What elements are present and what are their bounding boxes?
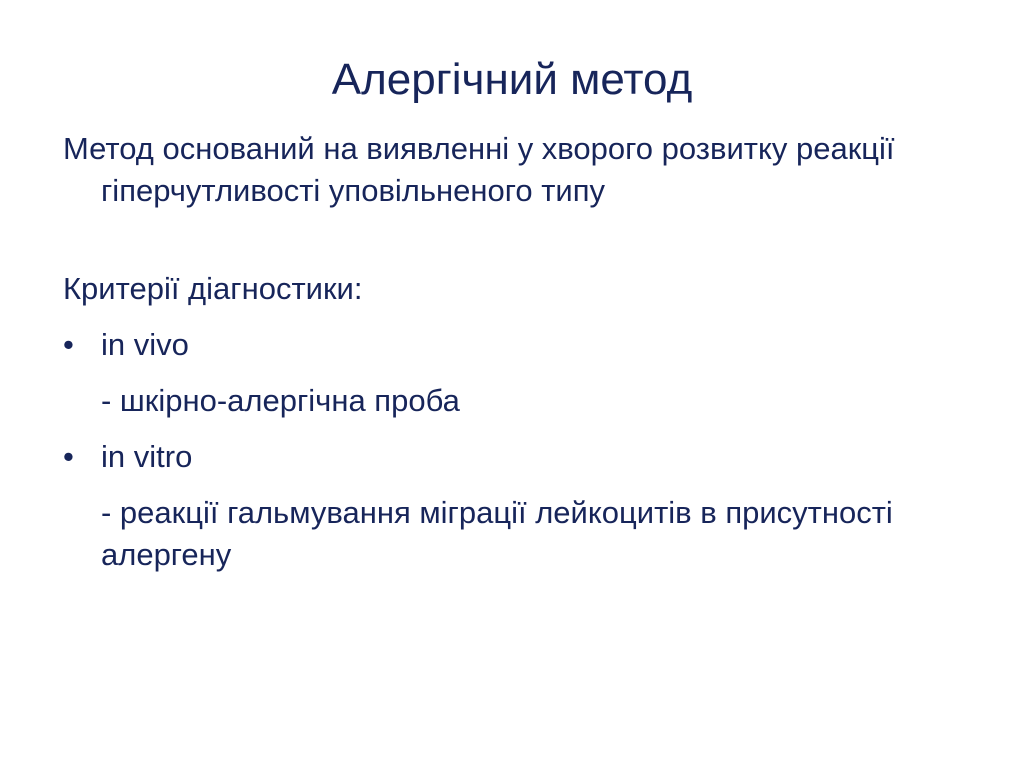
spacer [63, 212, 963, 254]
bullet-label: in vitro [101, 439, 193, 474]
bullet-marker: • [63, 439, 74, 474]
bullet-item-in-vivo [63, 324, 963, 366]
bullet-label: in vivo [101, 327, 189, 362]
intro-paragraph: Метод оснований на виявленні у хворого розвитку реакції гіперчутливості уповільненого типу [63, 131, 895, 208]
bullet-detail: - реакції гальмування міграції лейкоцитів в присутності алергену [101, 495, 893, 572]
slide-title: Алергічний метод [331, 55, 693, 104]
bullet-marker: • [63, 327, 74, 362]
slide-body [63, 128, 963, 576]
bullet-detail: - шкірно-алергічна проба [101, 383, 460, 418]
criteria-heading: Критерії діагностики: [63, 271, 363, 306]
bullet-item-in-vitro [63, 436, 963, 478]
